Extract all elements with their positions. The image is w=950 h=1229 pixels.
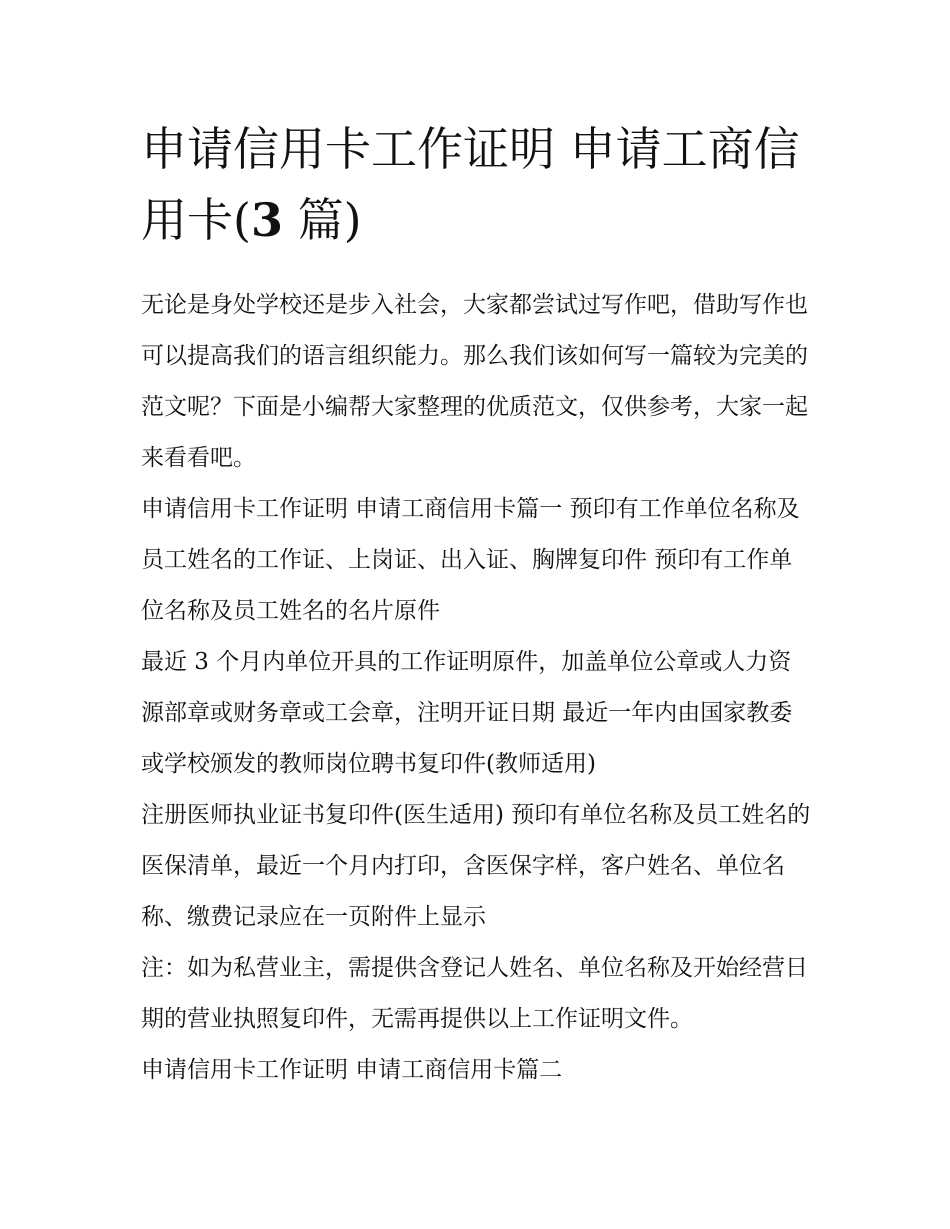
section-one-paragraph: 申请信用卡工作证明 申请工商信用卡篇一 预印有工作单位名称及员工姓名的工作证、上岗证、出入证、胸牌复印件 预印有工作单位名称及员工姓名的名片原件 xyxy=(141,496,800,624)
title-text-end: 篇) xyxy=(282,193,362,247)
title-count: 3 xyxy=(250,193,283,247)
section-two-heading: 申请信用卡工作证明 申请工商信用卡篇二 xyxy=(141,1057,563,1083)
document-title xyxy=(141,114,813,256)
note-paragraph: 注：如为私营业主，需提供含登记人姓名、单位名称及开始经营日期的营业执照复印件，无需再提供以上工作证明文件。 xyxy=(141,955,808,1032)
work-certificate-paragraph: 最近 3 个月内单位开具的工作证明原件，加盖单位公章或人力资源部章或财务章或工会章，注明开证日期 最近一年内由国家教委或学校颁发的教师岗位聘书复印件(教师适用) xyxy=(141,649,793,777)
title-text-start: 申请信用卡工作证明 申请工商信用卡( xyxy=(141,122,800,247)
document-body xyxy=(141,114,813,1096)
medical-paragraph: 注册医师执业证书复印件(医生适用) 预印有单位名称及员工姓名的医保清单，最近一个月内打印，含医保字样，客户姓名、单位名称、缴费记录应在一页附件上显示 xyxy=(141,802,811,930)
intro-paragraph: 无论是身处学校还是步入社会，大家都尝试过写作吧，借助写作也可以提高我们的语言组织能力。那么我们该如何写一篇较为完美的范文呢？下面是小编帮大家整理的优质范文，仅供参考，大家一起来看看吧。 xyxy=(141,292,808,471)
